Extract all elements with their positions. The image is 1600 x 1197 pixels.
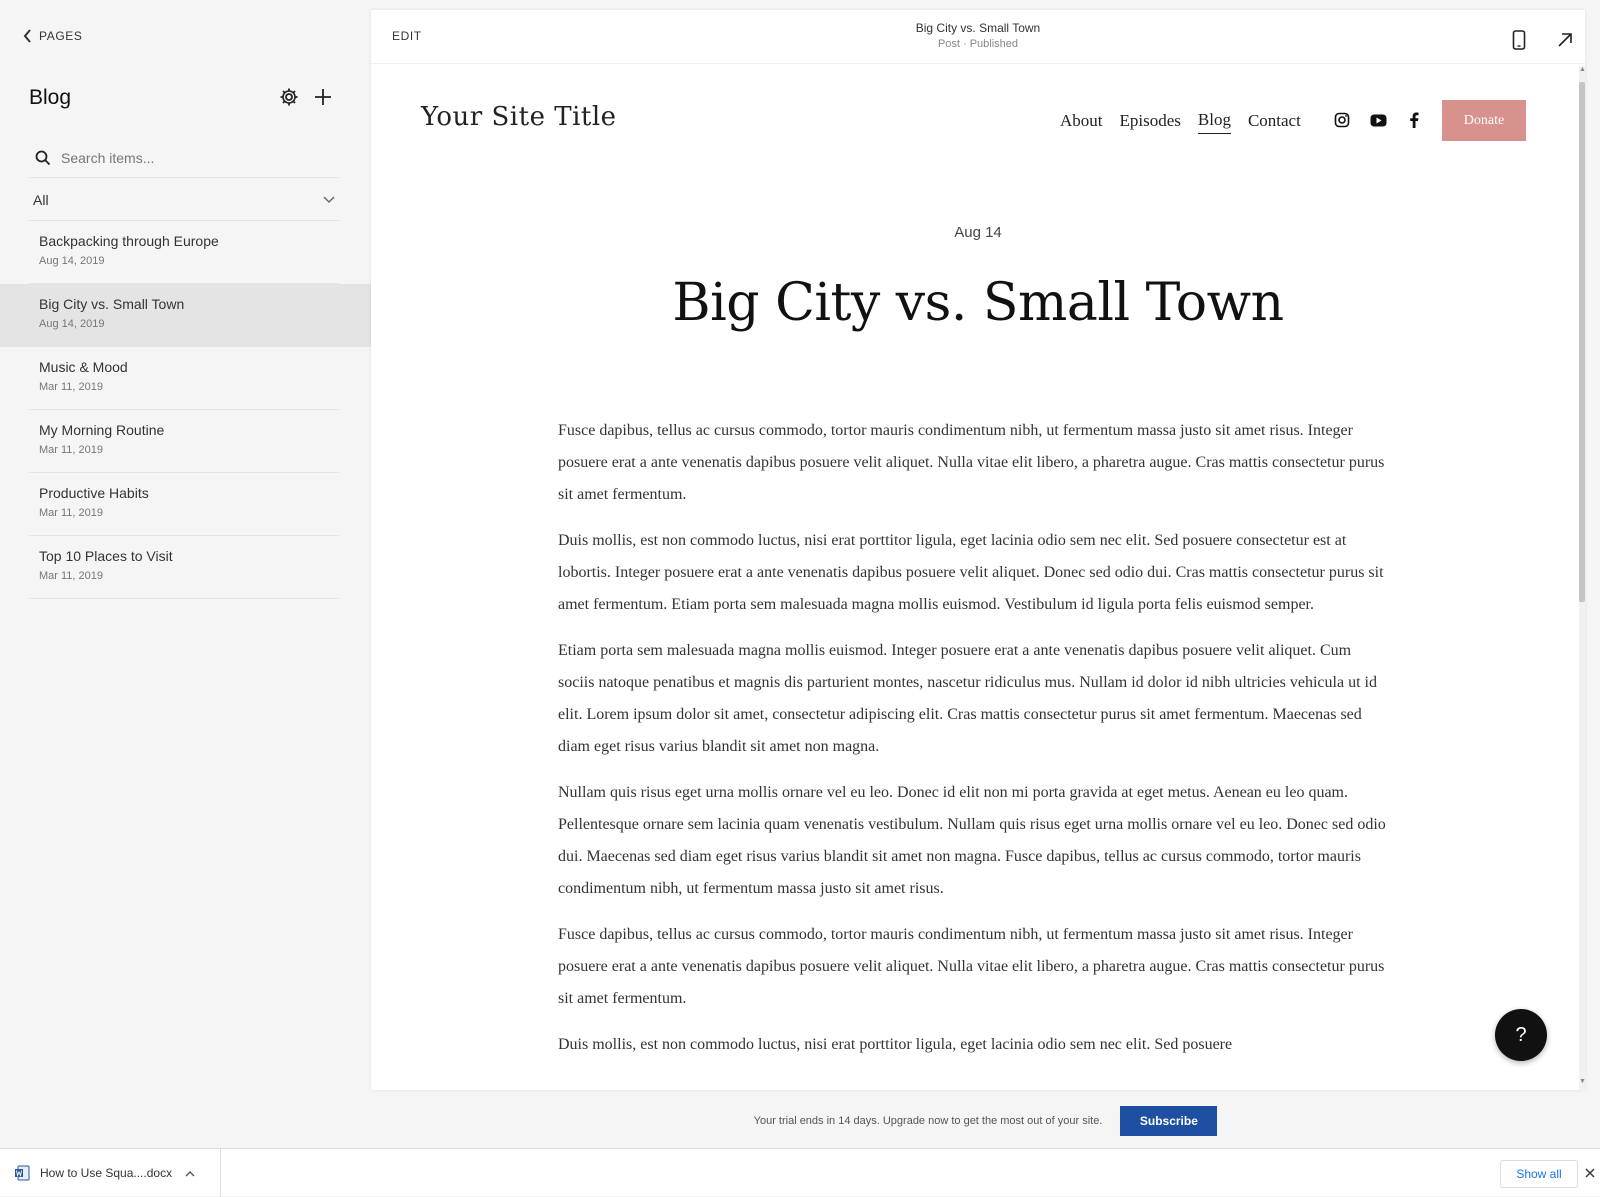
scroll-down-arrow-icon[interactable]: ▼ (1579, 1078, 1586, 1085)
mobile-phone-icon (1512, 30, 1526, 50)
filter-value: All (33, 192, 49, 208)
arrow-up-right-icon (1557, 32, 1573, 48)
list-item[interactable] (0, 473, 371, 536)
post-list (0, 221, 371, 599)
open-external-button[interactable] (1552, 27, 1578, 53)
post-item-date: Aug 14, 2019 (39, 255, 105, 267)
filter-dropdown[interactable] (29, 180, 339, 221)
post-item-date: Aug 14, 2019 (39, 318, 105, 330)
facebook-icon (1409, 112, 1419, 128)
post-body[interactable] (558, 415, 1388, 1075)
word-document-icon (14, 1165, 30, 1181)
mobile-preview-button[interactable] (1506, 27, 1532, 53)
list-item[interactable] (0, 536, 371, 599)
settings-button[interactable] (276, 84, 302, 110)
post-paragraph: Duis mollis, est non commodo luctus, nisi erat porttitor ligula, eget lacinia odio sem nec elit. Sed posuere (558, 1036, 1233, 1053)
download-file-name: How to Use Squa....docx (40, 1166, 173, 1180)
nav-link-contact[interactable]: Contact (1247, 110, 1301, 130)
download-bar (0, 1148, 1600, 1196)
site-preview-frame (371, 10, 1585, 1090)
trial-message: Your trial ends in 14 days. Upgrade now to get the most out of your site. (753, 1115, 1103, 1127)
donate-button[interactable]: Donate (1442, 100, 1526, 141)
post-paragraph: Fusce dapibus, tellus ac cursus commodo, tortor mauris condimentum nibh, ut fermentum massa justo sit amet risus. Integer posuere erat a ante venenatis dapibus posuere velit aliquet. Nulla vitae elit libero, a pharetra augue. Cras mattis consectetur purus sit amet fermentum. (558, 422, 1385, 503)
back-to-pages-button[interactable] (22, 28, 82, 44)
post-date: Aug 14 (954, 224, 1002, 241)
post-item-title: Productive Habits (39, 485, 149, 501)
post-item-date: Mar 11, 2019 (39, 507, 104, 519)
sidebar (0, 0, 371, 1090)
close-icon (1585, 1168, 1595, 1178)
collection-title: Blog (29, 86, 72, 109)
page-status: Post · Published (937, 38, 1019, 50)
search-icon (35, 150, 51, 166)
instagram-link[interactable] (1332, 110, 1352, 130)
search-input[interactable] (61, 150, 321, 166)
site-nav (1060, 110, 1318, 134)
post-item-date: Mar 11, 2019 (39, 570, 104, 582)
page-title: Big City vs. Small Town (915, 21, 1041, 35)
scrollbar[interactable] (1579, 66, 1585, 1090)
gear-icon (279, 87, 299, 107)
list-item[interactable] (0, 347, 371, 410)
nav-link-about[interactable]: About (1060, 110, 1103, 130)
chevron-up-icon[interactable] (185, 1170, 195, 1177)
scrollbar-thumb[interactable] (1579, 82, 1585, 602)
show-all-button[interactable]: Show all (1500, 1160, 1578, 1188)
nav-link-blog[interactable]: Blog (1198, 110, 1231, 134)
list-item[interactable] (0, 410, 371, 473)
scroll-up-arrow-icon[interactable]: ▲ (1579, 66, 1586, 73)
edit-button[interactable]: EDIT (392, 29, 422, 43)
plus-icon (314, 88, 332, 106)
instagram-icon (1334, 112, 1350, 128)
close-download-bar-button[interactable] (1582, 1163, 1598, 1183)
frame-toolbar (371, 10, 1585, 64)
post-paragraph: Duis mollis, est non commodo luctus, nisi erat porttitor ligula, eget lacinia odio sem nec elit. Sed posuere consectetur est at lobortis. Integer posuere erat a ante venenatis dapibus posuere velit aliquet. Donec sed odio dui. Cras mattis consectetur purus sit amet fermentum. Etiam porta sem malesuada magna mollis euismod. Vestibulum id ligula porta felis euismod semper. (558, 532, 1384, 613)
post-item-title: Top 10 Places to Visit (39, 548, 173, 564)
post-item-title: Big City vs. Small Town (39, 296, 185, 312)
page-info (371, 21, 1585, 50)
search-bar (29, 138, 339, 178)
chevron-left-icon (22, 28, 33, 44)
post-title[interactable]: Big City vs. Small Town (672, 273, 1284, 333)
post-paragraph: Etiam porta sem malesuada magna mollis euismod. Integer posuere erat a ante venenatis dapibus posuere velit aliquet. Cum sociis natoque penatibus et magnis dis parturient montes, nascetur ridiculus mus. Nullam id dolor id nibh ultricies vehicula ut id elit. Lorem ipsum dolor sit amet, consectetur adipiscing elit. Cras mattis consectetur purus sit amet fermentum. Maecenas sed diam eget risus varius blandit sit amet non magna. (558, 642, 1377, 755)
post-item-title: Music & Mood (39, 359, 128, 375)
youtube-icon (1370, 114, 1387, 127)
download-item[interactable] (0, 1149, 221, 1197)
nav-link-episodes[interactable]: Episodes (1119, 110, 1181, 130)
post-paragraph: Fusce dapibus, tellus ac cursus commodo, tortor mauris condimentum nibh, ut fermentum massa justo sit amet risus. Integer posuere erat a ante venenatis dapibus posuere velit aliquet. Nulla vitae elit libero, a pharetra augue. Cras mattis consectetur purus sit amet fermentum. (558, 926, 1385, 1007)
facebook-link[interactable] (1404, 110, 1424, 130)
list-item[interactable] (0, 221, 371, 284)
post-item-date: Mar 11, 2019 (39, 444, 104, 456)
help-button[interactable]: ? (1495, 1009, 1547, 1061)
post-item-title: My Morning Routine (39, 422, 165, 438)
post-paragraph: Nullam quis risus eget urna mollis ornare vel eu leo. Donec id elit non mi porta gravida at eget metus. Aenean eu leo quam. Pellentesque ornare sem lacinia quam venenatis vestibulum. Nullam quis risus eget urna mollis ornare vel eu leo. Donec sed odio dui. Maecenas sed diam eget risus varius blandit sit amet non magna. Fusce dapibus, tellus ac cursus commodo, tortor mauris condimentum nibh, ut fermentum massa justo sit amet risus. (558, 784, 1386, 897)
add-item-button[interactable] (310, 84, 336, 110)
post-item-date: Mar 11, 2019 (39, 381, 104, 393)
list-item-selected[interactable] (0, 284, 371, 347)
subscribe-button[interactable]: Subscribe (1120, 1106, 1217, 1136)
chevron-down-icon (323, 196, 335, 204)
trial-banner (371, 1090, 1600, 1152)
site-title[interactable]: Your Site Title (421, 102, 617, 132)
back-label: PAGES (39, 29, 83, 43)
youtube-link[interactable] (1368, 110, 1388, 130)
post-item-title: Backpacking through Europe (39, 233, 219, 249)
